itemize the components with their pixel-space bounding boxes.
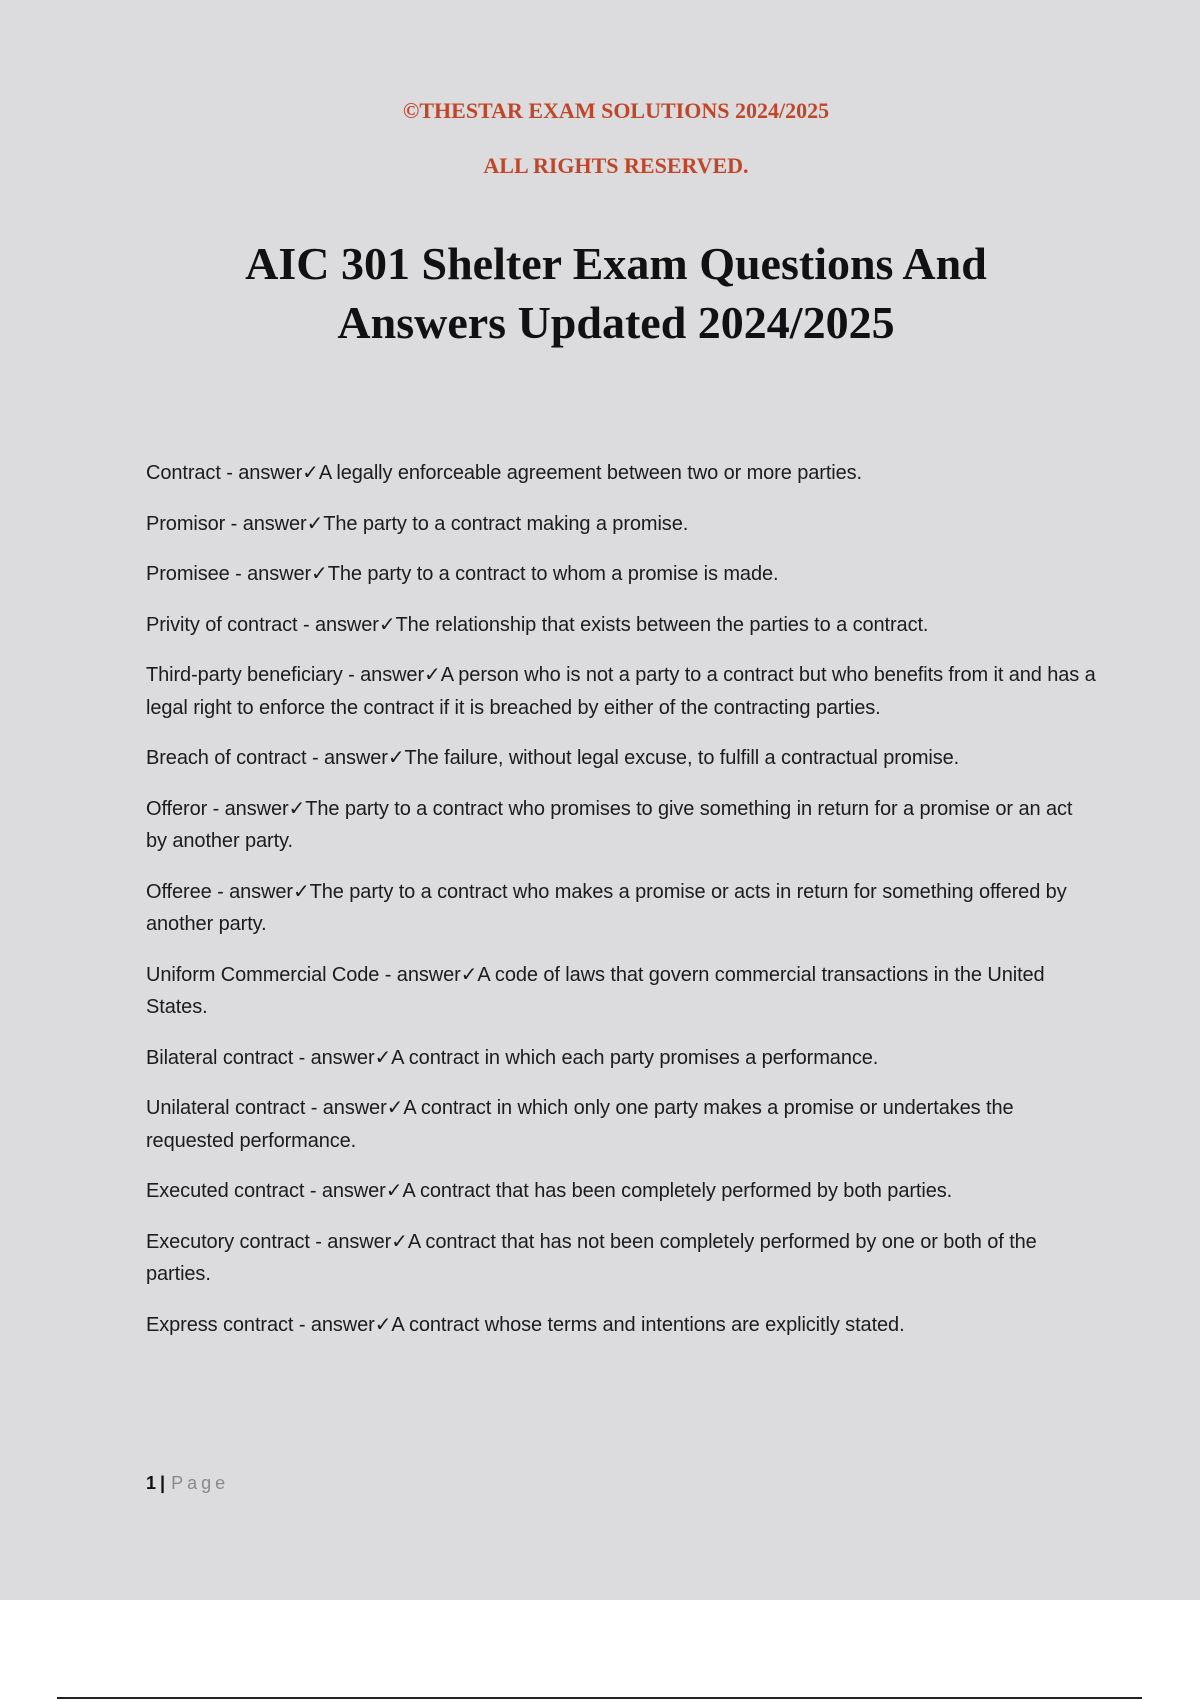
qa-term: Bilateral contract: [146, 1046, 294, 1069]
qa-answer: A contract in which each party promises a performance.: [391, 1046, 879, 1069]
footer-separator: |: [160, 1473, 166, 1493]
document-title: [0, 234, 1200, 352]
answer-marker: - answer✓: [293, 1046, 392, 1069]
answer-marker: - answer✓: [229, 563, 328, 585]
answer-marker: - answer✓: [304, 1180, 403, 1202]
qa-item: [146, 876, 1096, 941]
qa-answer: The failure, without legal excuse, to fulfill a contractual promise.: [404, 747, 960, 769]
qa-answer: A contract whose terms and intentions are explicitly stated.: [391, 1313, 905, 1336]
qa-term: Executory contract: [146, 1230, 310, 1253]
qa-answer: A contract in which only one party makes a promise or undertakes the requested performance.: [146, 1097, 1014, 1152]
qa-term: Express contract: [146, 1313, 294, 1336]
qa-item: [146, 508, 1096, 541]
qa-item: [146, 1175, 1096, 1208]
qa-answer: A contract that has been completely performed by both parties.: [402, 1180, 953, 1202]
qa-term: Uniform Commercial Code: [146, 963, 380, 986]
qa-term: Promisee: [146, 563, 230, 585]
qa-item: [146, 1226, 1096, 1291]
qa-term: Offeror: [146, 797, 208, 820]
answer-marker: - answer✓: [225, 512, 324, 535]
qa-item: [146, 742, 1096, 775]
qa-term: Breach of contract: [146, 747, 307, 769]
qa-item: [146, 609, 1096, 642]
qa-answer: The relationship that exists between the parties to a contract.: [395, 613, 929, 636]
qa-term: Promisor: [146, 512, 226, 535]
qa-item: [146, 457, 1096, 490]
qa-answer: A person who is not a party to a contract but who benefits from it and has a legal right to enforce the contract if it is breached by either of the contracting parties.: [146, 664, 1096, 719]
title-line-2: Answers Updated 2024/2025: [337, 297, 895, 348]
qa-term: Executed contract: [146, 1180, 305, 1202]
answer-marker: - answer✓: [297, 613, 396, 636]
qa-item: [146, 659, 1096, 724]
qa-answer: A legally enforceable agreement between two or more parties.: [318, 462, 863, 484]
qa-item: [146, 558, 1096, 591]
qa-term: Offeree: [146, 880, 212, 903]
qa-item: [146, 793, 1096, 858]
qa-term: Contract: [146, 462, 221, 484]
answer-marker: - answer✓: [342, 664, 441, 686]
qa-list: [146, 457, 1096, 1359]
qa-item: [146, 1309, 1096, 1342]
qa-answer: A code of laws that govern commercial transactions in the United States.: [146, 963, 1045, 1018]
answer-marker: - answer✓: [306, 747, 405, 769]
page-footer: [146, 1473, 229, 1494]
qa-answer: A contract that has not been completely performed by one or both of the parties.: [146, 1230, 1037, 1285]
rights-header: ALL RIGHTS RESERVED.: [483, 153, 749, 178]
answer-marker: - answer✓: [305, 1097, 404, 1119]
qa-term: Unilateral contract: [146, 1097, 306, 1119]
page-label: Page: [171, 1473, 230, 1493]
answer-marker: - answer✓: [293, 1313, 392, 1336]
qa-item: [146, 1042, 1096, 1075]
qa-answer: The party to a contract who makes a promise or acts in return for something offered by another party.: [146, 880, 1067, 935]
qa-item: [146, 959, 1096, 1024]
qa-answer: The party to a contract to whom a promise is made.: [327, 563, 779, 585]
page-number: 1: [146, 1473, 157, 1493]
qa-answer: The party to a contract who promises to give something in return for a promise or an act by another party.: [146, 797, 1073, 852]
qa-term: Privity of contract: [146, 613, 298, 636]
answer-marker: - answer✓: [220, 462, 319, 484]
bottom-divider: [57, 1697, 1142, 1699]
answer-marker: - answer✓: [211, 880, 310, 903]
title-line-1: AIC 301 Shelter Exam Questions And: [245, 238, 987, 289]
qa-item: [146, 1092, 1096, 1157]
answer-marker: - answer✓: [309, 1230, 408, 1253]
answer-marker: - answer✓: [379, 963, 478, 986]
qa-answer: The party to a contract making a promise.: [323, 512, 689, 535]
answer-marker: - answer✓: [207, 797, 306, 820]
qa-term: Third-party beneficiary: [146, 664, 343, 686]
copyright-header: ©THESTAR EXAM SOLUTIONS 2024/2025: [402, 98, 830, 123]
